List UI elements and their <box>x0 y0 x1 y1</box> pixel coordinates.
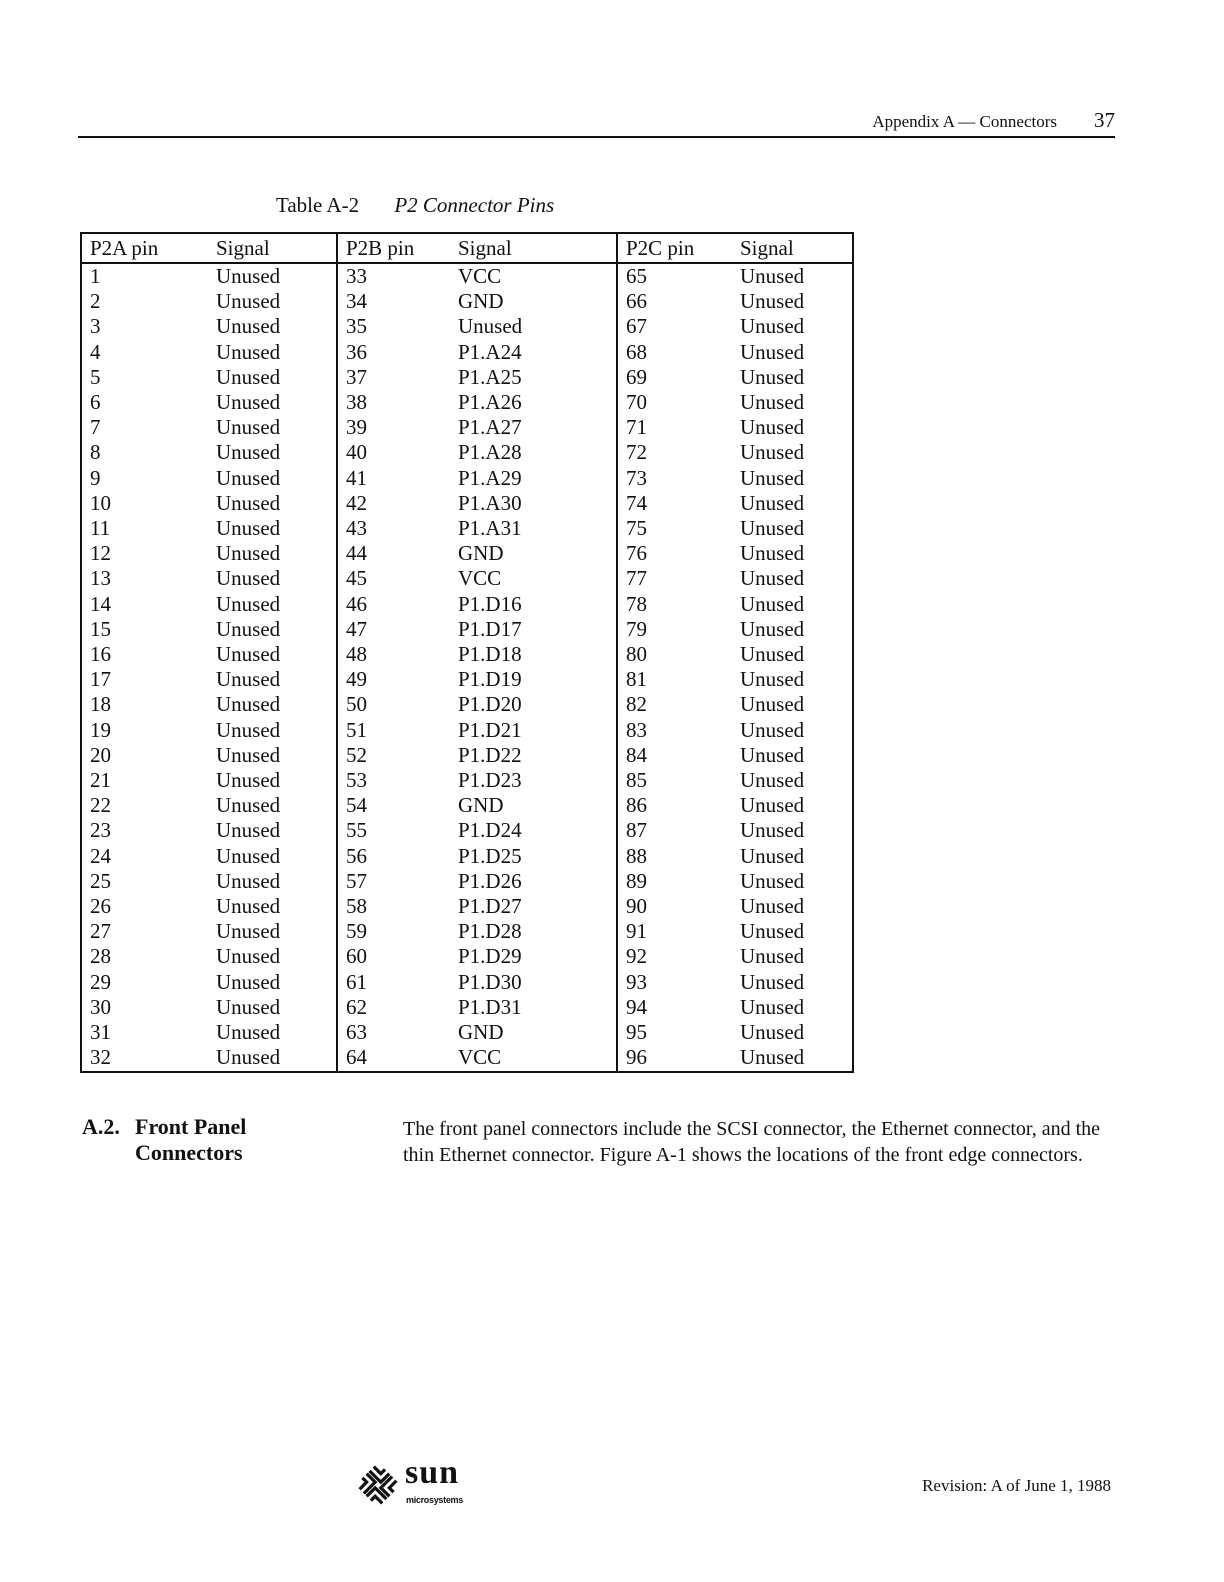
signal-cell: Unused <box>208 289 337 314</box>
signal-cell: P1.D27 <box>450 894 617 919</box>
signal-cell: Unused <box>208 466 337 491</box>
pin-number-cell: 14 <box>90 591 111 616</box>
pin-number-cell: 73 <box>626 465 647 490</box>
signal-cell: Unused <box>740 1020 805 1045</box>
pin-number-cell: 37 <box>346 364 367 389</box>
signal-cell: Unused <box>208 1020 337 1045</box>
pin-number-cell: 55 <box>346 818 367 843</box>
signal-cell: Unused <box>740 793 805 818</box>
pin-number-cell: 27 <box>90 919 111 944</box>
table-row <box>81 919 853 944</box>
table-row <box>81 314 853 339</box>
pin-number-cell: 16 <box>90 642 111 667</box>
signal-cell: Unused <box>208 869 337 894</box>
pin-number-cell: 9 <box>90 465 101 490</box>
pin-number-cell: 28 <box>90 944 111 969</box>
signal-cell: VCC <box>450 566 617 591</box>
pin-number-cell: 77 <box>626 566 647 591</box>
pin-number-cell: 59 <box>346 919 367 944</box>
signal-cell: Unused <box>740 944 805 969</box>
pin-number-cell: 75 <box>626 516 647 541</box>
pin-number-cell: 67 <box>626 314 647 339</box>
table-row <box>81 743 853 768</box>
signal-cell: Unused <box>740 516 805 541</box>
pin-number-cell: 69 <box>626 364 647 389</box>
table-row <box>81 390 853 415</box>
table-row <box>81 566 853 591</box>
table-row <box>81 415 853 440</box>
signal-cell: Unused <box>740 969 805 994</box>
signal-cell: GND <box>450 289 617 314</box>
signal-cell: P1.A27 <box>450 415 617 440</box>
signal-cell: P1.A24 <box>450 340 617 365</box>
section-body-text: The front panel connectors include the SCSI connector, the Ethernet connector, and the thin Ethernet connector. Figure A-1 shows the locations of the front edge connectors. <box>403 1118 1101 1166</box>
pin-number-cell: 5 <box>90 364 101 389</box>
pin-number-cell: 84 <box>626 742 647 767</box>
signal-cell: P1.D24 <box>450 818 617 843</box>
pin-number-cell: 45 <box>346 566 367 591</box>
pin-number-cell: 47 <box>346 616 367 641</box>
header-p2a-signal: Signal <box>208 233 337 263</box>
signal-cell: Unused <box>208 642 337 667</box>
signal-cell: Unused <box>740 415 805 440</box>
pin-number-cell: 34 <box>346 289 367 314</box>
table-row <box>81 289 853 314</box>
pin-number-cell: 4 <box>90 339 101 364</box>
pin-number-cell: 72 <box>626 440 647 465</box>
signal-cell: Unused <box>208 390 337 415</box>
signal-cell: P1.D19 <box>450 667 617 692</box>
signal-cell: Unused <box>208 667 337 692</box>
pin-number-cell: 42 <box>346 490 367 515</box>
pin-number-cell: 56 <box>346 843 367 868</box>
table-row <box>81 944 853 969</box>
pin-number-cell: 88 <box>626 843 647 868</box>
pin-number-cell: 85 <box>626 768 647 793</box>
pin-number-cell: 26 <box>90 894 111 919</box>
pin-number-cell: 1 <box>90 264 101 288</box>
signal-cell: Unused <box>740 667 805 692</box>
table-caption-title: P2 Connector Pins <box>394 193 555 217</box>
pin-number-cell: 33 <box>346 264 367 288</box>
page-number: 37 <box>1094 108 1115 132</box>
pin-number-cell: 78 <box>626 591 647 616</box>
pin-number-cell: 11 <box>90 516 111 541</box>
signal-cell: Unused <box>208 592 337 617</box>
signal-cell: Unused <box>740 314 805 339</box>
signal-cell: Unused <box>740 894 805 919</box>
pin-number-cell: 60 <box>346 944 367 969</box>
signal-cell: Unused <box>208 1045 337 1071</box>
signal-cell: Unused <box>208 541 337 566</box>
table-row <box>81 466 853 491</box>
signal-cell: Unused <box>740 994 805 1019</box>
signal-cell: Unused <box>740 616 805 641</box>
signal-cell: Unused <box>740 1045 805 1070</box>
signal-cell: Unused <box>208 793 337 818</box>
pin-number-cell: 17 <box>90 667 111 692</box>
table-body <box>81 263 853 1072</box>
pin-number-cell: 13 <box>90 566 111 591</box>
pin-number-cell: 89 <box>626 868 647 893</box>
logo-subtitle: microsystems <box>406 1495 463 1505</box>
signal-cell: P1.D29 <box>450 944 617 969</box>
sun-logo <box>352 1454 482 1510</box>
header-p2b-pin: P2B pin <box>346 235 415 260</box>
pin-number-cell: 65 <box>626 264 647 288</box>
pin-number-cell: 66 <box>626 289 647 314</box>
table-row <box>81 516 853 541</box>
table-row <box>81 818 853 843</box>
pin-number-cell: 79 <box>626 616 647 641</box>
pin-number-cell: 30 <box>90 994 111 1019</box>
signal-cell: GND <box>450 541 617 566</box>
pin-number-cell: 64 <box>346 1045 367 1070</box>
pin-number-cell: 58 <box>346 894 367 919</box>
table-row <box>81 768 853 793</box>
signal-cell: P1.D18 <box>450 642 617 667</box>
table-caption <box>276 193 554 218</box>
pin-number-cell: 12 <box>90 541 111 566</box>
table-row <box>81 340 853 365</box>
table-row <box>81 692 853 717</box>
signal-cell: Unused <box>740 390 805 415</box>
signal-cell: P1.D26 <box>450 869 617 894</box>
signal-cell: P1.D16 <box>450 592 617 617</box>
signal-cell: Unused <box>740 818 805 843</box>
table-header-row <box>81 233 853 263</box>
pin-number-cell: 50 <box>346 692 367 717</box>
signal-cell: GND <box>450 1020 617 1045</box>
signal-cell: P1.D23 <box>450 768 617 793</box>
table-row <box>81 541 853 566</box>
signal-cell: Unused <box>740 289 805 314</box>
section-title-line2: Connectors <box>135 1140 243 1165</box>
table-row <box>81 667 853 692</box>
signal-cell: Unused <box>740 566 805 591</box>
pin-number-cell: 3 <box>90 314 101 339</box>
signal-cell: P1.A31 <box>450 516 617 541</box>
table-row <box>81 718 853 743</box>
signal-cell: P1.A29 <box>450 466 617 491</box>
pin-number-cell: 7 <box>90 415 101 440</box>
signal-cell: Unused <box>740 440 805 465</box>
pin-number-cell: 15 <box>90 616 111 641</box>
signal-cell: Unused <box>740 843 805 868</box>
signal-cell: Unused <box>208 743 337 768</box>
section-title-line1: Front Panel <box>135 1114 247 1139</box>
pin-number-cell: 87 <box>626 818 647 843</box>
table-row <box>81 869 853 894</box>
signal-cell: Unused <box>740 591 805 616</box>
table-caption-label: Table A-2 <box>276 193 360 217</box>
chapter-title: Appendix A — Connectors <box>872 112 1057 131</box>
section-number: A.2. <box>82 1114 120 1139</box>
pin-number-cell: 82 <box>626 692 647 717</box>
signal-cell: Unused <box>208 844 337 869</box>
signal-cell: P1.D22 <box>450 743 617 768</box>
signal-cell: Unused <box>740 919 805 944</box>
pin-number-cell: 32 <box>90 1045 111 1070</box>
signal-cell: P1.A28 <box>450 440 617 465</box>
signal-cell: Unused <box>208 340 337 365</box>
signal-cell: P1.D20 <box>450 692 617 717</box>
pin-number-cell: 39 <box>346 415 367 440</box>
table-row <box>81 440 853 465</box>
table-row <box>81 1020 853 1045</box>
pin-number-cell: 63 <box>346 1020 367 1045</box>
pin-number-cell: 24 <box>90 843 111 868</box>
pin-number-cell: 31 <box>90 1020 111 1045</box>
signal-cell: Unused <box>208 768 337 793</box>
table-row <box>81 894 853 919</box>
pin-number-cell: 61 <box>346 969 367 994</box>
signal-cell: Unused <box>740 717 805 742</box>
section-heading <box>82 1114 246 1166</box>
header-p2c-pin: P2C pin <box>626 235 695 260</box>
pin-number-cell: 49 <box>346 667 367 692</box>
pin-number-cell: 76 <box>626 541 647 566</box>
header-p2a-pin: P2A pin <box>90 235 159 260</box>
table-row <box>81 642 853 667</box>
signal-cell: Unused <box>740 642 805 667</box>
pin-number-cell: 83 <box>626 717 647 742</box>
pin-number-cell: 90 <box>626 894 647 919</box>
signal-cell: Unused <box>740 339 805 364</box>
pin-number-cell: 70 <box>626 390 647 415</box>
pin-number-cell: 44 <box>346 541 367 566</box>
signal-cell: P1.A26 <box>450 390 617 415</box>
table-row <box>81 592 853 617</box>
pin-number-cell: 48 <box>346 642 367 667</box>
pin-number-cell: 40 <box>346 440 367 465</box>
pin-number-cell: 10 <box>90 490 111 515</box>
signal-cell: Unused <box>450 314 617 339</box>
signal-cell: Unused <box>208 365 337 390</box>
signal-cell: GND <box>450 793 617 818</box>
signal-cell: Unused <box>208 818 337 843</box>
pin-number-cell: 38 <box>346 390 367 415</box>
pin-number-cell: 62 <box>346 994 367 1019</box>
pin-number-cell: 92 <box>626 944 647 969</box>
signal-cell: Unused <box>208 263 337 289</box>
table-row <box>81 365 853 390</box>
signal-cell: Unused <box>740 541 805 566</box>
pin-number-cell: 2 <box>90 289 101 314</box>
signal-cell: P1.D31 <box>450 995 617 1020</box>
pin-number-cell: 95 <box>626 1020 647 1045</box>
pin-number-cell: 94 <box>626 994 647 1019</box>
pin-number-cell: 86 <box>626 793 647 818</box>
signal-cell: Unused <box>208 491 337 516</box>
pin-number-cell: 91 <box>626 919 647 944</box>
signal-cell: Unused <box>208 944 337 969</box>
signal-cell: Unused <box>740 490 805 515</box>
signal-cell: P1.D28 <box>450 919 617 944</box>
signal-cell: P1.D21 <box>450 718 617 743</box>
signal-cell: Unused <box>740 465 805 490</box>
signal-cell: Unused <box>740 742 805 767</box>
signal-cell: Unused <box>208 440 337 465</box>
signal-cell: P1.D17 <box>450 617 617 642</box>
pin-number-cell: 54 <box>346 793 367 818</box>
signal-cell: Unused <box>208 314 337 339</box>
signal-cell: P1.A25 <box>450 365 617 390</box>
signal-cell: Unused <box>740 692 805 717</box>
pin-number-cell: 20 <box>90 742 111 767</box>
signal-cell: VCC <box>450 263 617 289</box>
signal-cell: Unused <box>208 415 337 440</box>
pin-number-cell: 51 <box>346 717 367 742</box>
signal-cell: Unused <box>208 566 337 591</box>
pin-number-cell: 43 <box>346 516 367 541</box>
running-header <box>78 108 1115 138</box>
table-row <box>81 263 853 289</box>
pin-number-cell: 96 <box>626 1045 647 1070</box>
pin-number-cell: 18 <box>90 692 111 717</box>
sun-diamond-logo-icon <box>352 1460 404 1510</box>
pin-number-cell: 53 <box>346 768 367 793</box>
signal-cell: P1.D30 <box>450 970 617 995</box>
pin-number-cell: 68 <box>626 339 647 364</box>
table-row <box>81 995 853 1020</box>
logo-wordmark: sun <box>405 1454 460 1491</box>
signal-cell: P1.A30 <box>450 491 617 516</box>
pin-number-cell: 21 <box>90 768 111 793</box>
pin-number-cell: 57 <box>346 868 367 893</box>
table-row <box>81 793 853 818</box>
signal-cell: P1.D25 <box>450 844 617 869</box>
signal-cell: Unused <box>208 919 337 944</box>
signal-cell: Unused <box>208 516 337 541</box>
p2-connector-pins-table <box>80 232 854 1073</box>
revision-note: Revision: A of June 1, 1988 <box>922 1476 1111 1495</box>
pin-number-cell: 71 <box>626 415 647 440</box>
signal-cell: Unused <box>740 768 805 793</box>
signal-cell: Unused <box>208 970 337 995</box>
signal-cell: Unused <box>208 617 337 642</box>
header-p2c-signal: Signal <box>740 235 794 260</box>
signal-cell: Unused <box>208 894 337 919</box>
pin-number-cell: 25 <box>90 868 111 893</box>
pin-number-cell: 81 <box>626 667 647 692</box>
pin-number-cell: 41 <box>346 465 367 490</box>
pin-number-cell: 52 <box>346 742 367 767</box>
pin-number-cell: 23 <box>90 818 111 843</box>
table-row <box>81 844 853 869</box>
table-row <box>81 970 853 995</box>
pin-number-cell: 93 <box>626 969 647 994</box>
signal-cell: VCC <box>450 1045 617 1071</box>
table-row <box>81 617 853 642</box>
pin-number-cell: 80 <box>626 642 647 667</box>
signal-cell: Unused <box>208 995 337 1020</box>
signal-cell: Unused <box>208 718 337 743</box>
pin-number-cell: 19 <box>90 717 111 742</box>
header-p2b-signal: Signal <box>450 233 617 263</box>
pin-number-cell: 36 <box>346 339 367 364</box>
table-row <box>81 491 853 516</box>
signal-cell: Unused <box>740 264 805 288</box>
pin-number-cell: 29 <box>90 969 111 994</box>
pin-number-cell: 46 <box>346 591 367 616</box>
signal-cell: Unused <box>740 364 805 389</box>
pin-number-cell: 6 <box>90 390 101 415</box>
pin-number-cell: 8 <box>90 440 101 465</box>
signal-cell: Unused <box>740 868 805 893</box>
pin-number-cell: 35 <box>346 314 367 339</box>
table-row <box>81 1045 853 1071</box>
pin-number-cell: 22 <box>90 793 111 818</box>
signal-cell: Unused <box>208 692 337 717</box>
pin-number-cell: 74 <box>626 490 647 515</box>
